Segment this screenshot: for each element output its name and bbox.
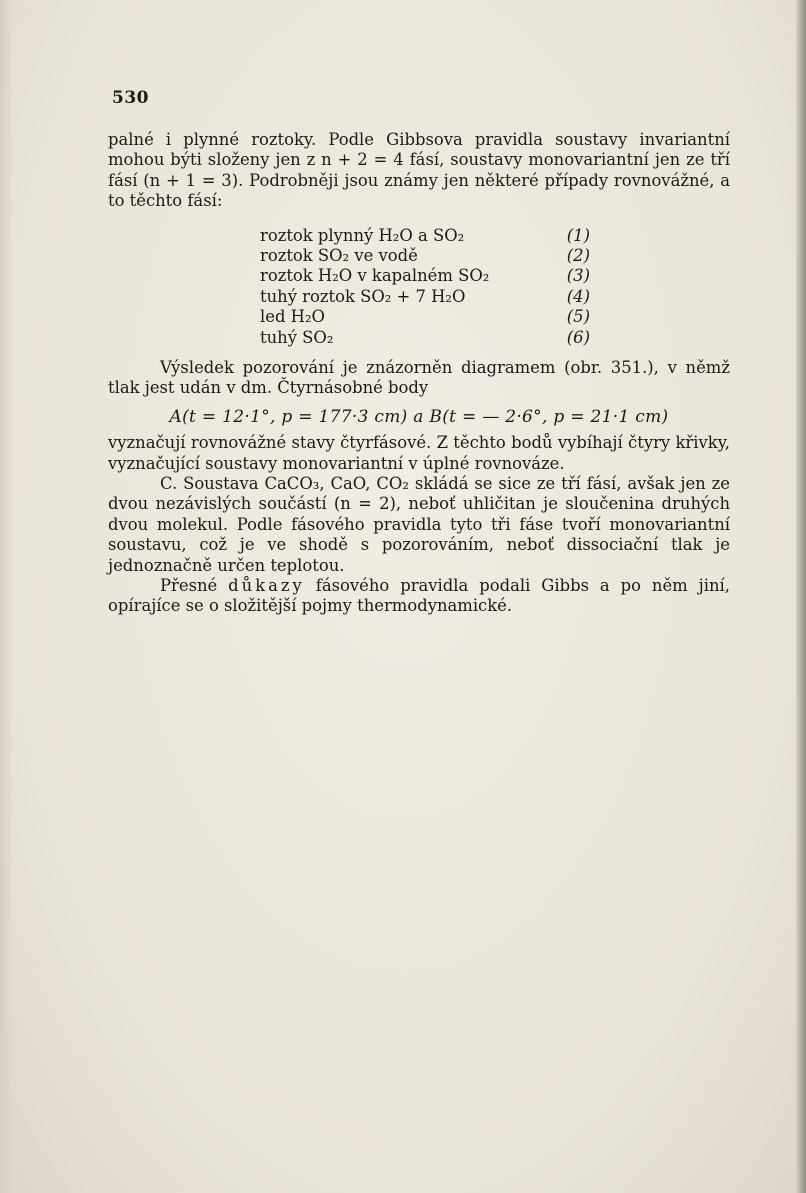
paragraph-calcium-carbonate: C. Soustava CaCO₃, CaO, CO₂ skládá se sice ze tří fásí, avšak jen ze dvou nezávislých součástí (n = 2), neboť uhličitan je sloučenina druhých dvou molekul. Podle fásového pravidla tyto tři fáse tvoří monovariantní soustavu, což je ve shodě s pozorováním, neboť dissociační tlak je jednoznačně určen teplotou.	[108, 474, 730, 575]
phase-label: tuhý roztok SO₂ + 7 H₂O	[260, 286, 466, 306]
phase-list	[260, 226, 590, 348]
quadruple-points-formula: A(t = 12·1°, p = 177·3 cm) a B(t = — 2·6°, p = 21·1 cm)	[169, 406, 669, 427]
paragraph-proofs	[108, 576, 730, 617]
phase-label: tuhý SO₂	[260, 327, 334, 347]
phase-number: (1)	[566, 225, 590, 245]
phase-label: roztok SO₂ ve vodě	[260, 246, 418, 266]
paragraph-result: Výsledek pozorování je znázorněn diagramem (obr. 351.), v němž tlak jest udán v dm. Čtyrnásobné body	[108, 357, 730, 398]
left-page-shadow	[0, 0, 14, 1193]
proofs-rest: fásového pravidla podali Gibbs a po něm jiní, opírajíce se o složitější pojmy thermodynamické.	[108, 576, 730, 616]
phase-number: (5)	[566, 307, 590, 327]
phase-label: led H₂O	[260, 307, 325, 327]
phase-label: roztok H₂O v kapalném SO₂	[260, 266, 490, 286]
proofs-spaced-word: důkazy	[228, 576, 305, 596]
paragraph-intro: palné i plynné roztoky. Podle Gibbsova pravidla soustavy invariantní mohou býti složeny jen z n + 2 = 4 fásí, soustavy monovariantní jen ze tří fásí (n + 1 = 3). Podrobněji jsou známy jen některé případy rovnovážné, a to těchto fásí:	[108, 130, 730, 211]
phase-row	[260, 287, 590, 307]
paragraph-curves: vyznačují rovnovážné stavy čtyrfásové. Z těchto bodů vybíhají čtyry křivky, vyznačující soustavy monovariantní v úplné rovnováze.	[108, 433, 730, 473]
phase-label: roztok plynný H₂O a SO₂	[260, 225, 465, 245]
phase-row	[260, 246, 590, 266]
phase-number: (3)	[566, 266, 590, 286]
page-number: 530	[112, 88, 149, 108]
phase-row	[260, 226, 590, 246]
phase-number: (2)	[566, 246, 590, 266]
phase-number: (4)	[566, 286, 590, 306]
proofs-lead: Přesné	[160, 576, 218, 596]
phase-row	[260, 266, 590, 286]
phase-row	[260, 307, 590, 327]
page-body	[108, 130, 730, 617]
phase-number: (6)	[566, 327, 590, 347]
page-right-edge	[796, 0, 806, 1193]
phase-row	[260, 328, 590, 348]
